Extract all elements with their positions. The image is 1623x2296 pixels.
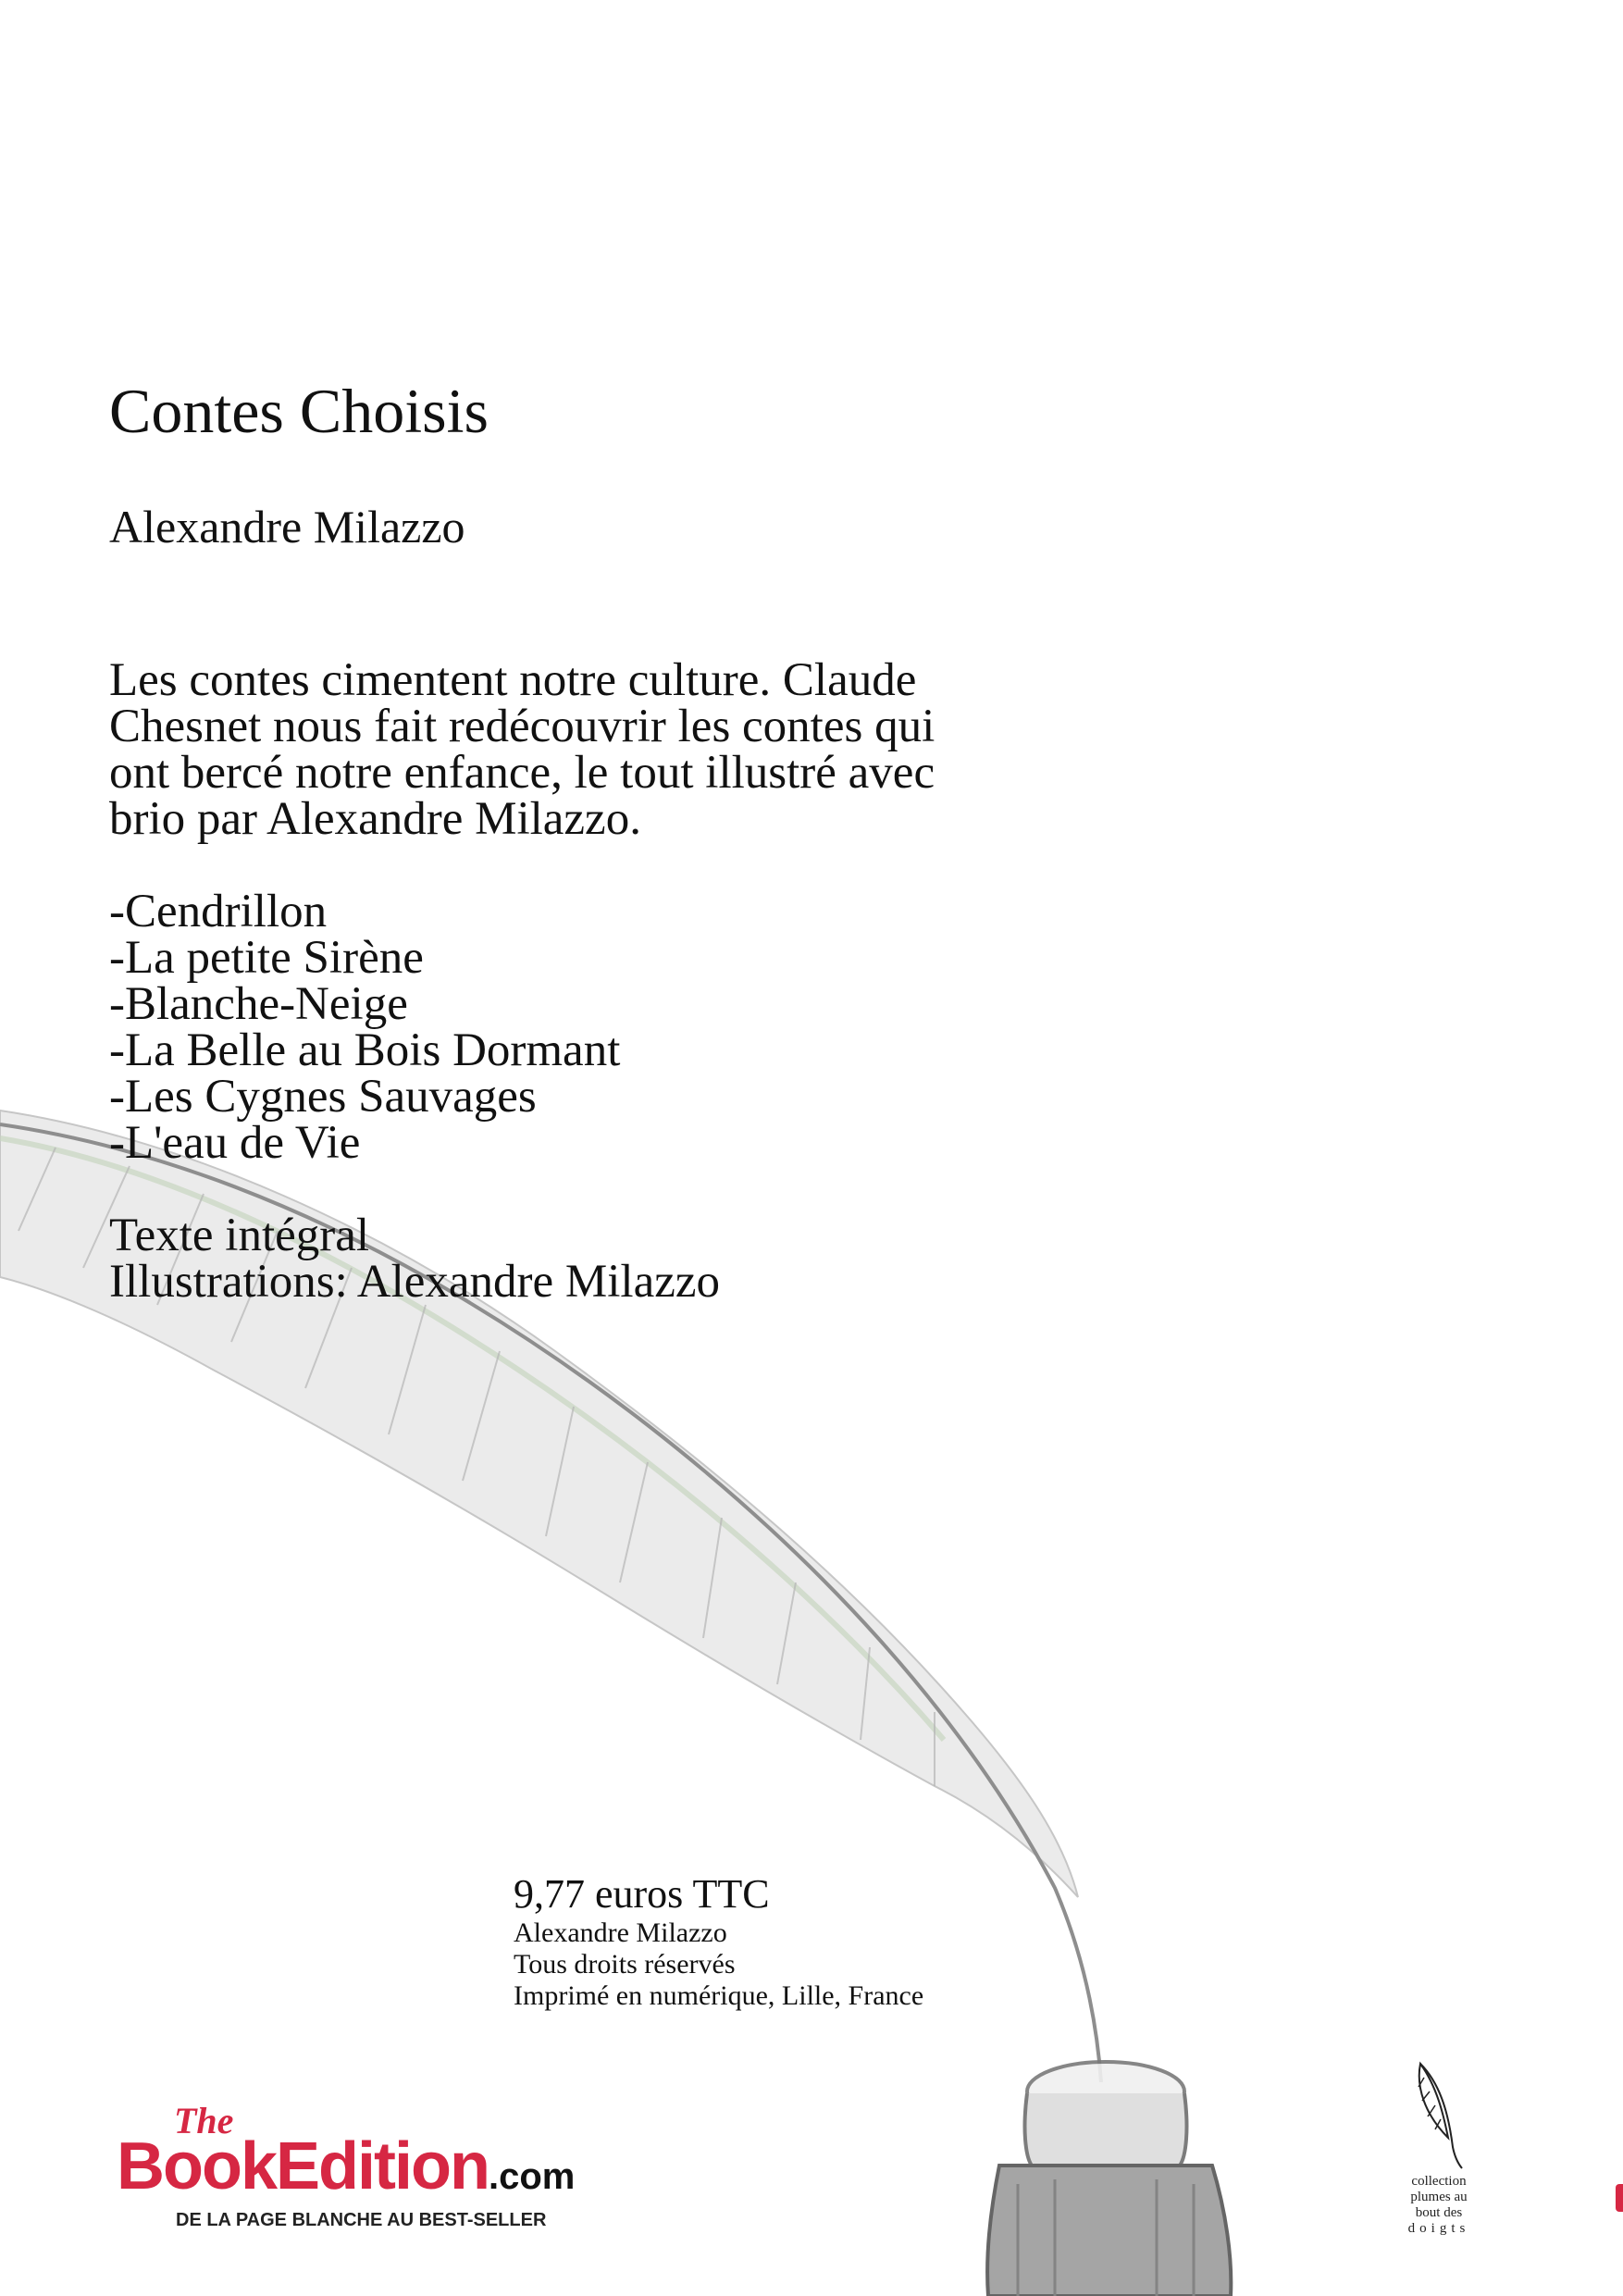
book-description bbox=[109, 654, 1183, 845]
tale-item: -La Belle au Bois Dormant bbox=[109, 1024, 621, 1076]
logo-domain: .com bbox=[488, 2156, 576, 2197]
edition-notes bbox=[109, 1210, 720, 1308]
logo-the: The bbox=[174, 2100, 234, 2141]
tales-list bbox=[109, 886, 621, 1169]
logo-brand bbox=[117, 2128, 575, 2204]
description-line: brio par Alexandre Milazzo. bbox=[109, 793, 641, 845]
logo-tagline: DE LA PAGE BLANCHE AU BEST-SELLER bbox=[176, 2210, 547, 2230]
collection-line: bout des bbox=[1415, 2205, 1463, 2220]
description-line: Les contes cimentent notre culture. Claude bbox=[109, 654, 917, 706]
logo-name-part1: BookEditi bbox=[117, 2129, 411, 2203]
collection-label bbox=[1402, 2174, 1476, 2237]
colophon bbox=[514, 1871, 923, 2012]
edge-red-mark bbox=[1616, 2184, 1623, 2212]
tale-item: -Blanche-Neige bbox=[109, 978, 408, 1030]
collection-line: collection bbox=[1411, 2174, 1467, 2189]
price: 9,77 euros TTC bbox=[514, 1871, 770, 1917]
logo-name-part2: on bbox=[411, 2129, 489, 2203]
print-location: Imprimé en numérique, Lille, France bbox=[514, 1980, 924, 2011]
book-title: Contes Choisis bbox=[109, 376, 489, 446]
integral-text-note: Texte intégral bbox=[109, 1210, 370, 1261]
description-line: ont bercé notre enfance, le tout illustré avec bbox=[109, 747, 935, 799]
tale-item: -Les Cygnes Sauvages bbox=[109, 1071, 537, 1123]
feather-icon bbox=[1411, 2059, 1467, 2170]
description-line: Chesnet nous fait redécouvrir les contes qui bbox=[109, 701, 935, 752]
tale-item: -La petite Sirène bbox=[109, 932, 424, 984]
collection-line: plumes au bbox=[1410, 2190, 1468, 2204]
book-author: Alexandre Milazzo bbox=[109, 501, 465, 552]
tale-item: -L'eau de Vie bbox=[109, 1117, 361, 1169]
collection-mark bbox=[1379, 2059, 1499, 2237]
rights-notice: Tous droits réservés bbox=[514, 1949, 736, 1980]
illustrations-credit: Illustrations: Alexandre Milazzo bbox=[109, 1256, 720, 1308]
tale-item: -Cendrillon bbox=[109, 886, 328, 937]
colophon-author: Alexandre Milazzo bbox=[514, 1917, 727, 1948]
collection-line: doigts bbox=[1407, 2221, 1470, 2236]
